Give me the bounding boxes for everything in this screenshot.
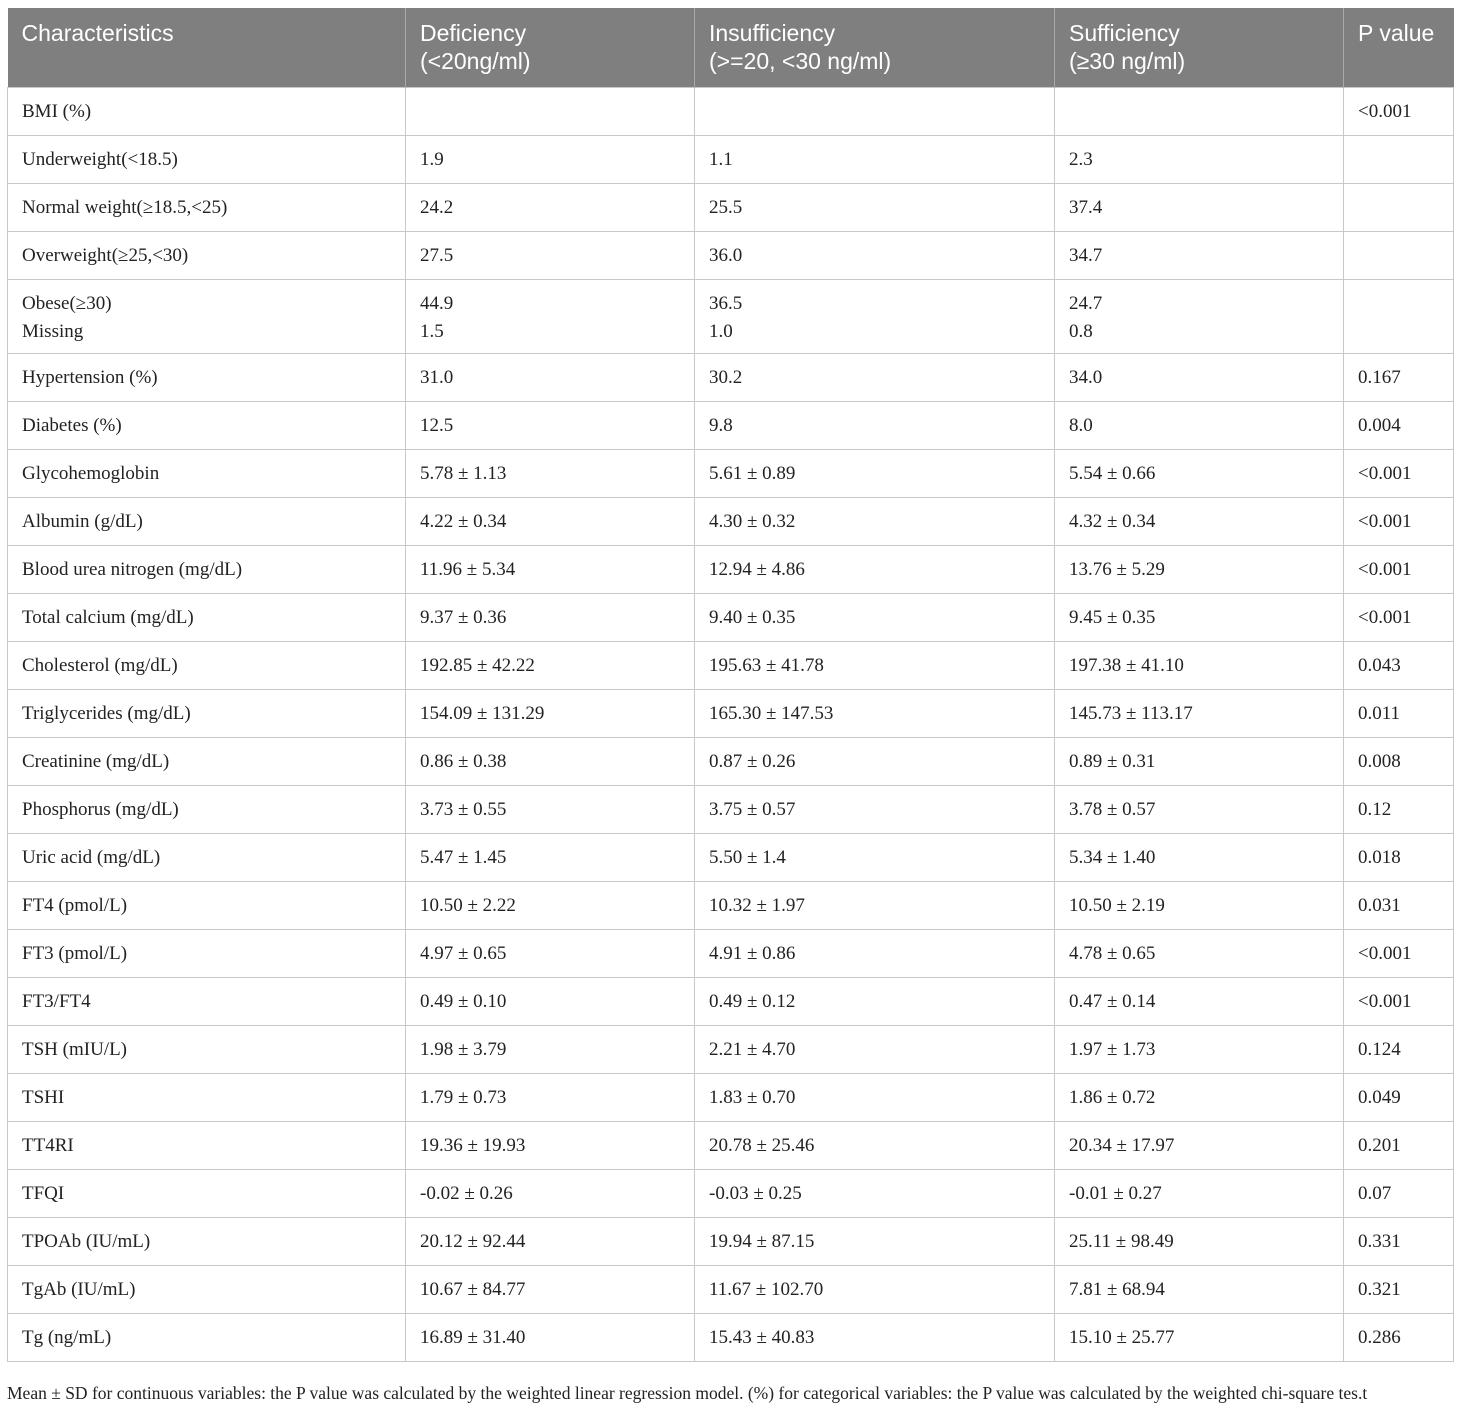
cell-p-value: <0.001 — [1344, 498, 1454, 546]
cell-sufficiency: 8.0 — [1055, 402, 1344, 450]
table-row — [8, 1218, 1454, 1266]
cell-sufficiency: -0.01 ± 0.27 — [1055, 1170, 1344, 1218]
table-row — [8, 1266, 1454, 1314]
cell-sufficiency: 37.4 — [1055, 184, 1344, 232]
cell-deficiency: 12.5 — [406, 402, 695, 450]
cell-line: 1.5 — [420, 321, 444, 342]
cell-characteristic: TSHI — [8, 1074, 406, 1122]
cell-p-value — [1344, 184, 1454, 232]
table-row — [8, 1122, 1454, 1170]
cell-p-value — [1344, 136, 1454, 184]
cell-deficiency: 5.47 ± 1.45 — [406, 834, 695, 882]
header-deficiency-range: (<20ng/ml) — [420, 48, 531, 74]
data-table-container — [7, 8, 1453, 1362]
cell-insufficiency: 10.32 ± 1.97 — [695, 882, 1055, 930]
table-row — [8, 642, 1454, 690]
table-row — [8, 834, 1454, 882]
cell-characteristic: BMI (%) — [8, 88, 406, 136]
cell-sufficiency — [1055, 88, 1344, 136]
table-row — [8, 690, 1454, 738]
cell-sufficiency: 20.34 ± 17.97 — [1055, 1122, 1344, 1170]
cell-deficiency: 31.0 — [406, 354, 695, 402]
cell-sufficiency: 4.78 ± 0.65 — [1055, 930, 1344, 978]
cell-p-value: 0.031 — [1344, 882, 1454, 930]
cell-p-value: <0.001 — [1344, 930, 1454, 978]
cell-characteristic: FT4 (pmol/L) — [8, 882, 406, 930]
cell-deficiency: 4.22 ± 0.34 — [406, 498, 695, 546]
cell-insufficiency: 25.5 — [695, 184, 1055, 232]
cell-characteristic: FT3/FT4 — [8, 978, 406, 1026]
cell-characteristic: Blood urea nitrogen (mg/dL) — [8, 546, 406, 594]
cell-deficiency: 10.67 ± 84.77 — [406, 1266, 695, 1314]
cell-insufficiency — [695, 88, 1055, 136]
cell-deficiency: 1.98 ± 3.79 — [406, 1026, 695, 1074]
table-row — [8, 978, 1454, 1026]
cell-deficiency: -0.02 ± 0.26 — [406, 1170, 695, 1218]
header-sufficiency-range: (≥30 ng/ml) — [1069, 48, 1186, 74]
cell-p-value: 0.004 — [1344, 402, 1454, 450]
cell-sufficiency: 145.73 ± 113.17 — [1055, 690, 1344, 738]
table-row — [8, 280, 1454, 354]
cell-characteristic: TPOAb (IU/mL) — [8, 1218, 406, 1266]
cell-insufficiency: 1.1 — [695, 136, 1055, 184]
cell-sufficiency: 5.34 ± 1.40 — [1055, 834, 1344, 882]
cell-line: 1.0 — [709, 321, 733, 342]
cell-insufficiency: 9.8 — [695, 402, 1055, 450]
table-row — [8, 450, 1454, 498]
cell-sufficiency: 34.7 — [1055, 232, 1344, 280]
cell-deficiency — [406, 88, 695, 136]
cell-characteristic: TT4RI — [8, 1122, 406, 1170]
table-row — [8, 1074, 1454, 1122]
cell-deficiency: 19.36 ± 19.93 — [406, 1122, 695, 1170]
cell-deficiency: 1.79 ± 0.73 — [406, 1074, 695, 1122]
header-sufficiency-title: Sufficiency — [1069, 20, 1180, 46]
cell-p-value: 0.201 — [1344, 1122, 1454, 1170]
cell-p-value: 0.018 — [1344, 834, 1454, 882]
table-row — [8, 594, 1454, 642]
cell-sufficiency: 7.81 ± 68.94 — [1055, 1266, 1344, 1314]
characteristics-table — [7, 8, 1454, 1362]
cell-insufficiency: 2.21 ± 4.70 — [695, 1026, 1055, 1074]
cell-insufficiency: 9.40 ± 0.35 — [695, 594, 1055, 642]
cell-deficiency: 24.2 — [406, 184, 695, 232]
cell-p-value: 0.043 — [1344, 642, 1454, 690]
cell-deficiency — [406, 280, 695, 354]
cell-sufficiency: 1.86 ± 0.72 — [1055, 1074, 1344, 1122]
cell-characteristic: Cholesterol (mg/dL) — [8, 642, 406, 690]
cell-characteristic: Creatinine (mg/dL) — [8, 738, 406, 786]
cell-p-value: 0.008 — [1344, 738, 1454, 786]
cell-p-value: <0.001 — [1344, 450, 1454, 498]
cell-p-value: 0.124 — [1344, 1026, 1454, 1074]
cell-p-value: 0.011 — [1344, 690, 1454, 738]
cell-insufficiency: 0.49 ± 0.12 — [695, 978, 1055, 1026]
cell-insufficiency: 19.94 ± 87.15 — [695, 1218, 1055, 1266]
cell-sufficiency: 2.3 — [1055, 136, 1344, 184]
cell-p-value: 0.286 — [1344, 1314, 1454, 1362]
cell-characteristic: Overweight(≥25,<30) — [8, 232, 406, 280]
cell-insufficiency: 3.75 ± 0.57 — [695, 786, 1055, 834]
cell-characteristic: FT3 (pmol/L) — [8, 930, 406, 978]
cell-line: Obese(≥30) — [22, 293, 112, 314]
cell-p-value: 0.331 — [1344, 1218, 1454, 1266]
cell-deficiency: 3.73 ± 0.55 — [406, 786, 695, 834]
cell-p-value: 0.07 — [1344, 1170, 1454, 1218]
cell-characteristic: Tg (ng/mL) — [8, 1314, 406, 1362]
cell-deficiency: 192.85 ± 42.22 — [406, 642, 695, 690]
cell-insufficiency: 0.87 ± 0.26 — [695, 738, 1055, 786]
cell-deficiency: 27.5 — [406, 232, 695, 280]
cell-characteristic: Diabetes (%) — [8, 402, 406, 450]
table-row — [8, 88, 1454, 136]
cell-deficiency: 0.86 ± 0.38 — [406, 738, 695, 786]
cell-deficiency: 11.96 ± 5.34 — [406, 546, 695, 594]
cell-sufficiency: 5.54 ± 0.66 — [1055, 450, 1344, 498]
cell-sufficiency: 0.47 ± 0.14 — [1055, 978, 1344, 1026]
cell-characteristic: Total calcium (mg/dL) — [8, 594, 406, 642]
table-row — [8, 402, 1454, 450]
cell-sufficiency: 4.32 ± 0.34 — [1055, 498, 1344, 546]
header-row — [8, 8, 1454, 88]
cell-sufficiency: 15.10 ± 25.77 — [1055, 1314, 1344, 1362]
cell-characteristic: TFQI — [8, 1170, 406, 1218]
header-insufficiency — [695, 8, 1055, 88]
cell-sufficiency: 197.38 ± 41.10 — [1055, 642, 1344, 690]
header-insufficiency-title: Insufficiency — [709, 20, 836, 46]
cell-deficiency: 10.50 ± 2.22 — [406, 882, 695, 930]
table-row — [8, 354, 1454, 402]
cell-p-value: <0.001 — [1344, 88, 1454, 136]
cell-characteristic: Triglycerides (mg/dL) — [8, 690, 406, 738]
cell-deficiency: 0.49 ± 0.10 — [406, 978, 695, 1026]
cell-sufficiency — [1055, 280, 1344, 354]
cell-insufficiency: 30.2 — [695, 354, 1055, 402]
cell-p-value: <0.001 — [1344, 978, 1454, 1026]
cell-p-value: <0.001 — [1344, 546, 1454, 594]
cell-characteristic: Normal weight(≥18.5,<25) — [8, 184, 406, 232]
table-row — [8, 232, 1454, 280]
cell-deficiency: 154.09 ± 131.29 — [406, 690, 695, 738]
cell-characteristic: TgAb (IU/mL) — [8, 1266, 406, 1314]
table-row — [8, 184, 1454, 232]
table-row — [8, 1170, 1454, 1218]
cell-characteristic — [8, 280, 406, 354]
cell-p-value: 0.167 — [1344, 354, 1454, 402]
cell-sufficiency: 9.45 ± 0.35 — [1055, 594, 1344, 642]
cell-sufficiency: 13.76 ± 5.29 — [1055, 546, 1344, 594]
cell-sufficiency: 3.78 ± 0.57 — [1055, 786, 1344, 834]
cell-characteristic: Glycohemoglobin — [8, 450, 406, 498]
cell-characteristic: TSH (mIU/L) — [8, 1026, 406, 1074]
cell-characteristic: Underweight(<18.5) — [8, 136, 406, 184]
table-body — [8, 88, 1454, 1362]
table-row — [8, 1314, 1454, 1362]
cell-deficiency: 20.12 ± 92.44 — [406, 1218, 695, 1266]
cell-line: Missing — [22, 321, 84, 342]
cell-insufficiency: -0.03 ± 0.25 — [695, 1170, 1055, 1218]
cell-line: 36.5 — [709, 293, 743, 314]
cell-insufficiency: 4.30 ± 0.32 — [695, 498, 1055, 546]
table-row — [8, 786, 1454, 834]
cell-line: 44.9 — [420, 293, 454, 314]
cell-deficiency: 4.97 ± 0.65 — [406, 930, 695, 978]
cell-insufficiency: 5.61 ± 0.89 — [695, 450, 1055, 498]
cell-deficiency: 1.9 — [406, 136, 695, 184]
cell-sufficiency: 34.0 — [1055, 354, 1344, 402]
cell-insufficiency: 195.63 ± 41.78 — [695, 642, 1055, 690]
table-row — [8, 1026, 1454, 1074]
cell-sufficiency: 1.97 ± 1.73 — [1055, 1026, 1344, 1074]
header-characteristics: Characteristics — [8, 8, 406, 88]
cell-p-value: 0.12 — [1344, 786, 1454, 834]
cell-deficiency: 16.89 ± 31.40 — [406, 1314, 695, 1362]
cell-insufficiency: 165.30 ± 147.53 — [695, 690, 1055, 738]
table-footnote: Mean ± SD for continuous variables: the P value was calculated by the weighted linear regression model. (%) for categorical variables: the P value was calculated by the weighted chi-square tes.t — [7, 1383, 1368, 1403]
header-deficiency-title: Deficiency — [420, 20, 527, 46]
header-insufficiency-range: (>=20, <30 ng/ml) — [709, 48, 892, 74]
table-row — [8, 136, 1454, 184]
cell-deficiency: 9.37 ± 0.36 — [406, 594, 695, 642]
cell-characteristic: Uric acid (mg/dL) — [8, 834, 406, 882]
cell-characteristic: Phosphorus (mg/dL) — [8, 786, 406, 834]
header-p-value: P value — [1344, 8, 1454, 88]
cell-insufficiency: 4.91 ± 0.86 — [695, 930, 1055, 978]
cell-insufficiency: 20.78 ± 25.46 — [695, 1122, 1055, 1170]
cell-p-value: <0.001 — [1344, 594, 1454, 642]
cell-sufficiency: 25.11 ± 98.49 — [1055, 1218, 1344, 1266]
cell-p-value — [1344, 232, 1454, 280]
cell-sufficiency: 10.50 ± 2.19 — [1055, 882, 1344, 930]
cell-characteristic: Albumin (g/dL) — [8, 498, 406, 546]
cell-insufficiency: 11.67 ± 102.70 — [695, 1266, 1055, 1314]
cell-insufficiency: 5.50 ± 1.4 — [695, 834, 1055, 882]
cell-p-value: 0.049 — [1344, 1074, 1454, 1122]
table-row — [8, 882, 1454, 930]
header-sufficiency — [1055, 8, 1344, 88]
cell-line: 24.7 — [1069, 293, 1103, 314]
cell-sufficiency: 0.89 ± 0.31 — [1055, 738, 1344, 786]
cell-insufficiency — [695, 280, 1055, 354]
cell-p-value: 0.321 — [1344, 1266, 1454, 1314]
cell-p-value — [1344, 280, 1454, 354]
cell-insufficiency: 1.83 ± 0.70 — [695, 1074, 1055, 1122]
cell-deficiency: 5.78 ± 1.13 — [406, 450, 695, 498]
table-row — [8, 738, 1454, 786]
header-deficiency — [406, 8, 695, 88]
table-row — [8, 546, 1454, 594]
cell-insufficiency: 15.43 ± 40.83 — [695, 1314, 1055, 1362]
cell-characteristic: Hypertension (%) — [8, 354, 406, 402]
table-row — [8, 498, 1454, 546]
cell-line: 0.8 — [1069, 321, 1093, 342]
cell-insufficiency: 12.94 ± 4.86 — [695, 546, 1055, 594]
table-row — [8, 930, 1454, 978]
cell-insufficiency: 36.0 — [695, 232, 1055, 280]
